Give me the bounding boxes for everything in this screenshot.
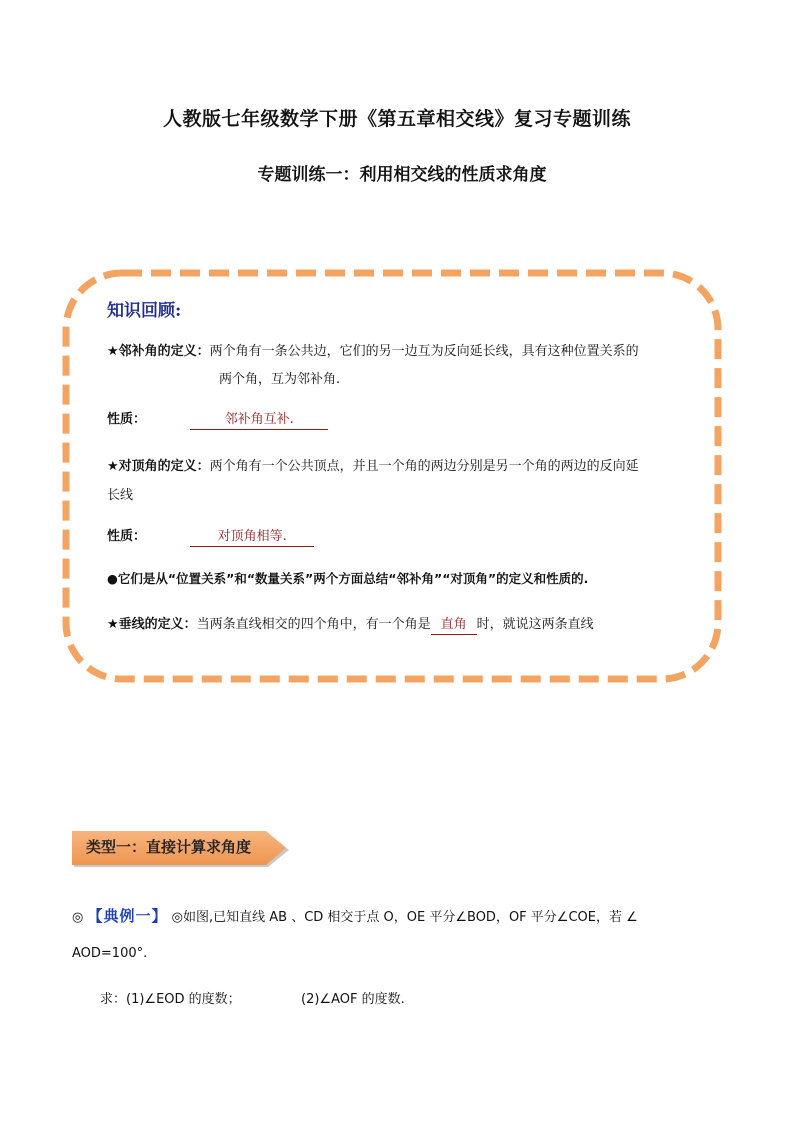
adjacent-label: ★邻补角的定义： [107,344,210,359]
adjacent-property-label: 性质： [107,412,147,427]
vertical-property-label: 性质： [107,529,147,544]
vertical-definition [107,457,639,477]
vertical-line2: 长线 [107,488,134,503]
subtitle-prefix: 专题训练一： [257,165,360,185]
page-title: 人教版七年级数学下册《第五章相交线》复习专题训练 [162,108,631,130]
example-marker: ◎ [72,910,84,925]
example-badge: 【典例一】 [87,907,168,925]
question-1: (1)∠EOD 的度数； [126,992,241,1007]
section-tag-label: 类型一：直接计算求角度 [86,838,252,856]
summary-note: ●它们是从“位置关系”和“数量关系”两个方面总结“邻补角”“对顶角”的定义和性质的. [107,571,589,586]
review-heading: 知识回顾: [107,301,182,321]
adjacent-line1: 两个角有一条公共边，它们的另一边互为反向延长线，具有这种位置关系的 [209,344,639,359]
vertical-line1: 两个角有一个公共顶点，并且一个角的两边分别是另一个角的两边的反向延 [209,459,639,474]
vertical-label: ★对顶角的定义： [107,459,210,474]
adjacent-property-answer: 邻补角互补. [190,411,328,430]
example-text-line1: ◎如图,已知直线 AB 、CD 相交于点 O，OE 平分∠BOD，OF 平分∠COE，若 ∠ [171,910,638,925]
vertical-property [107,527,314,547]
example-question [100,990,241,1010]
subtitle-text: 利用相交线的性质求角度 [359,165,547,185]
adjacent-line2: 两个角，互为邻补角. [219,372,341,387]
example-line1 [72,905,638,926]
vertical-property-answer: 对顶角相等. [190,528,314,547]
adjacent-property [107,410,328,430]
perpendicular-answer: 直角 [431,616,477,635]
example-text-line2: AOD=100°. [72,946,148,961]
perpendicular-label: ★垂线的定义： [107,617,197,632]
perpendicular-text-before: 当两条直线相交的四个角中，有一个角是 [196,617,431,632]
question-2: (2)∠AOF 的度数. [301,992,405,1007]
perpendicular-text-after: 时，就说这两条直线 [476,617,594,632]
question-prefix: 求： [100,992,127,1007]
adjacent-definition [107,342,639,362]
perpendicular-definition [107,615,594,635]
